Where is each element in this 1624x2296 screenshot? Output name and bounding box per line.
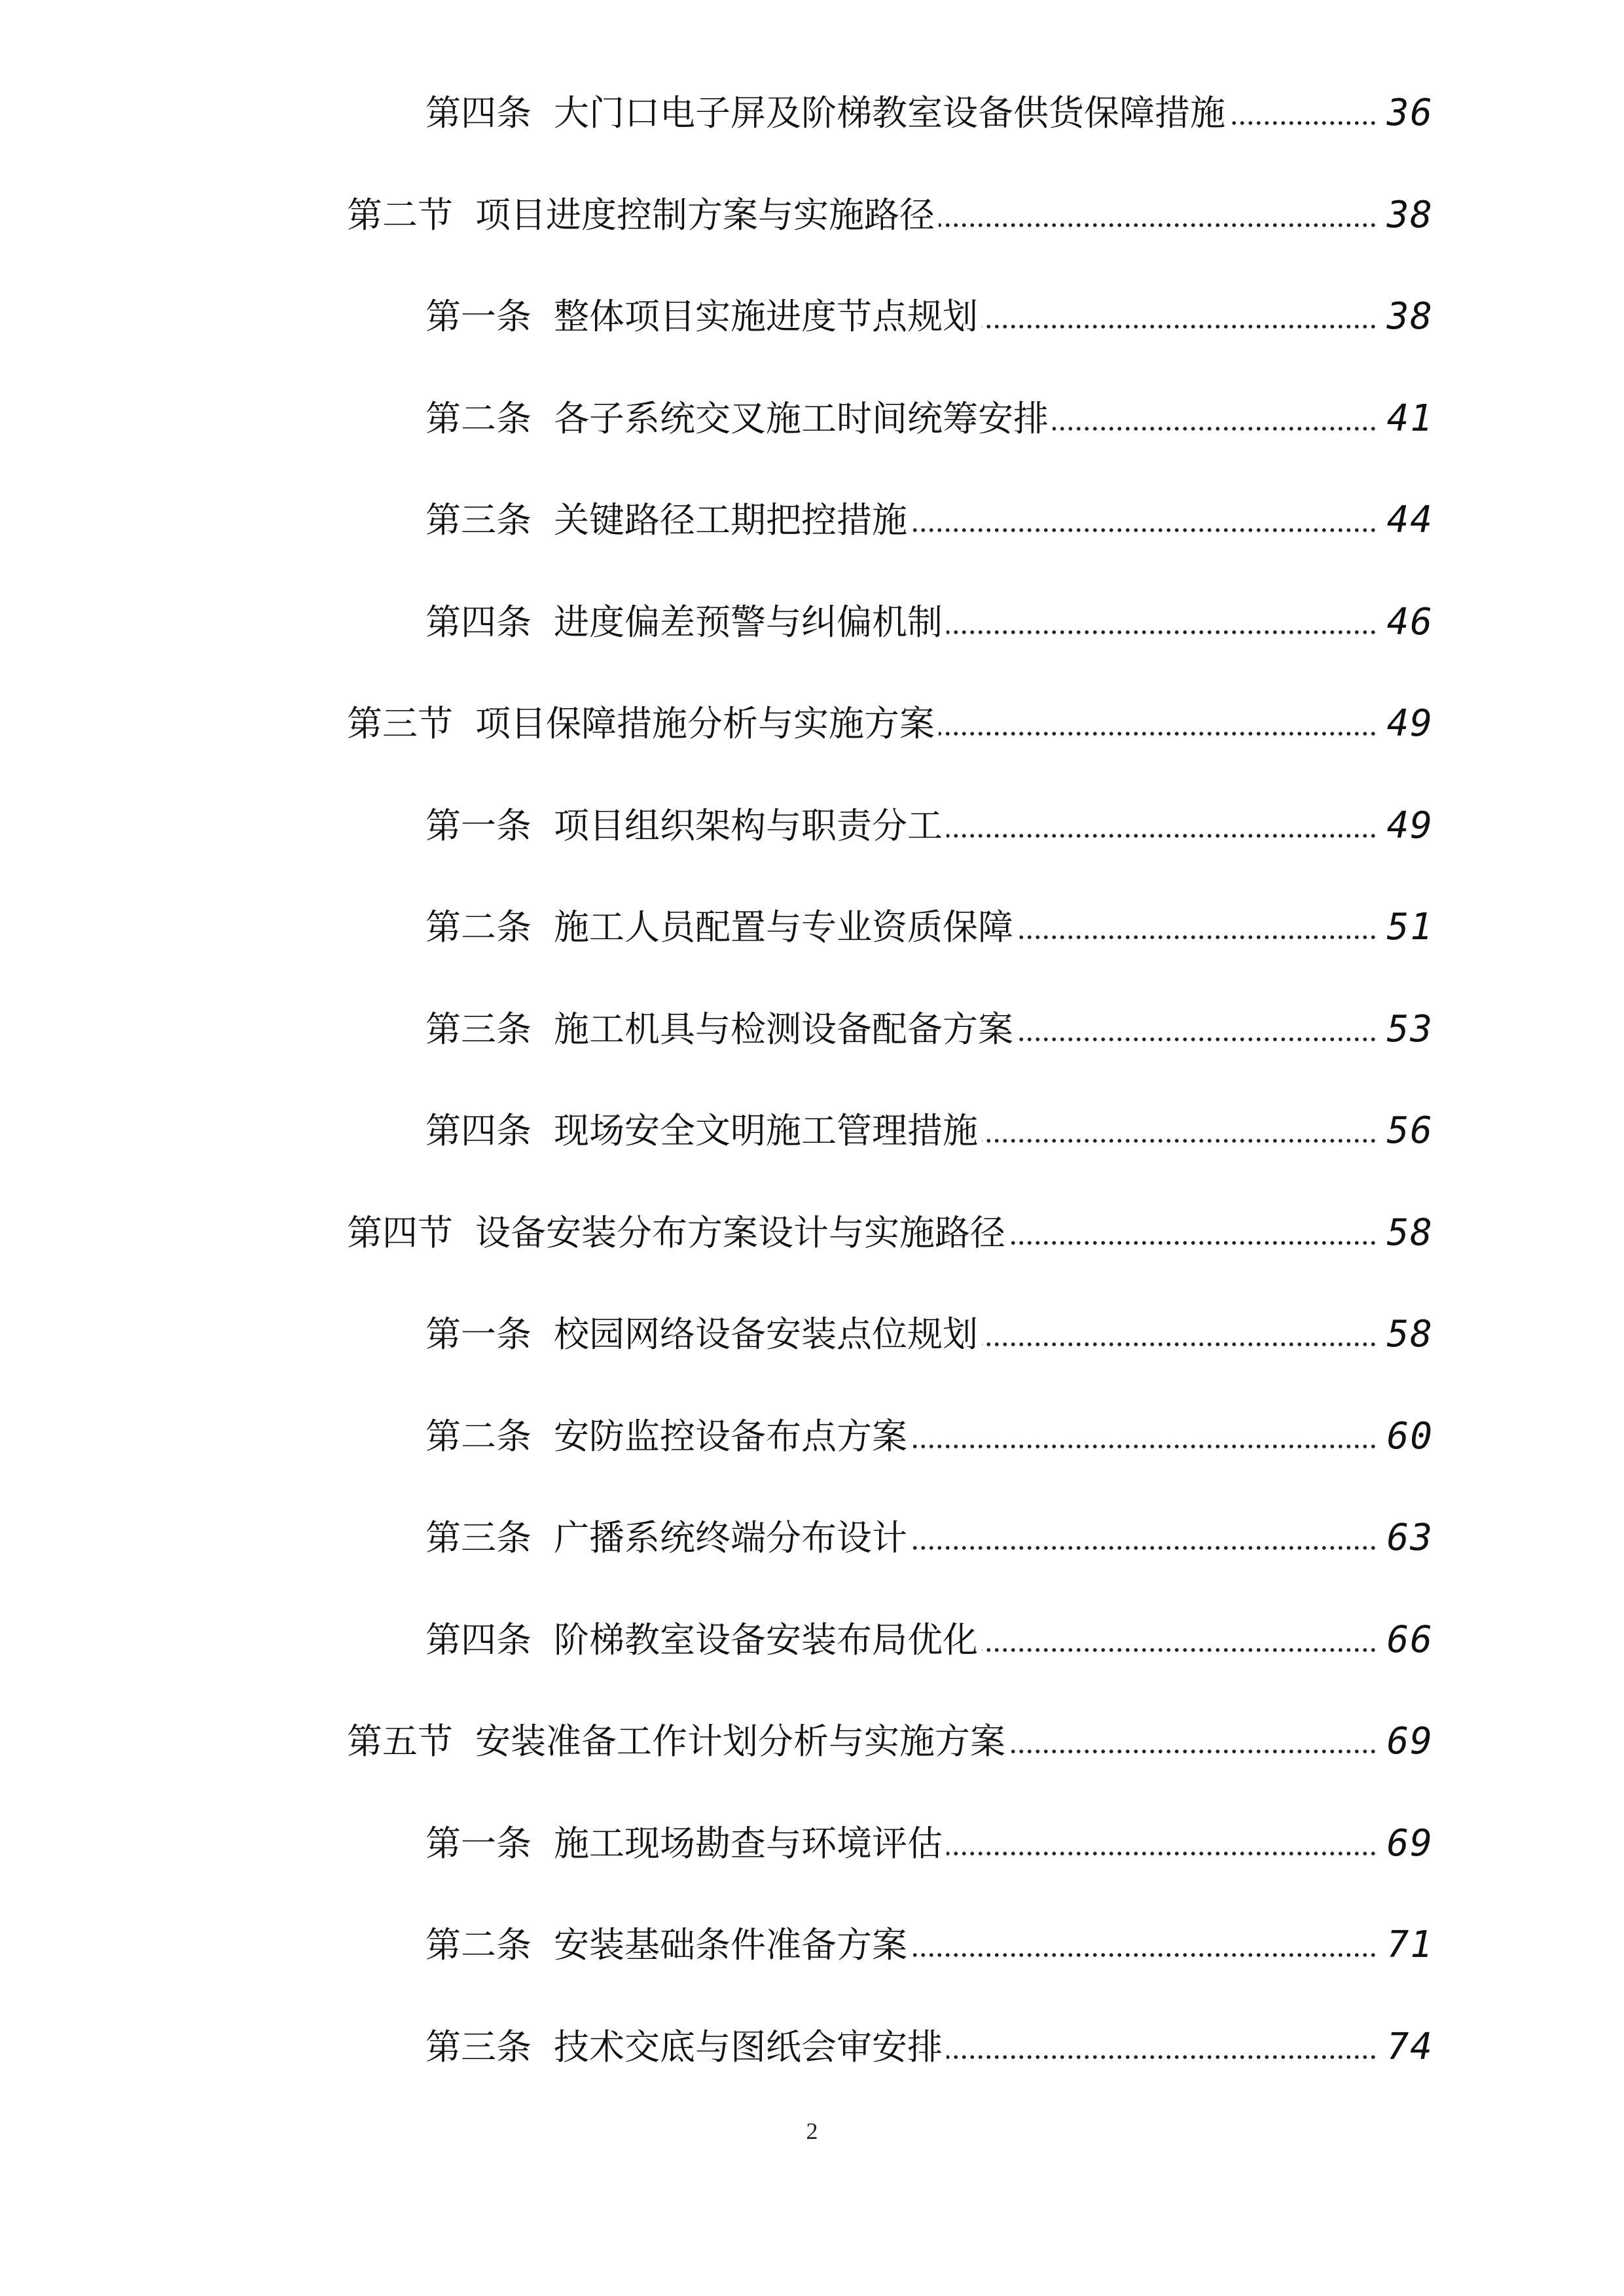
- toc-entry-page: 71: [1386, 1924, 1434, 1966]
- toc-section-entry[interactable]: [347, 1712, 1434, 1771]
- toc-entry-title: 施工现场勘查与环境评估: [554, 1823, 943, 1864]
- toc-entry-number: 第三条: [425, 2026, 532, 2068]
- toc-section-entry[interactable]: [347, 186, 1434, 245]
- toc-entry-title: 关键路径工期把控措施: [554, 499, 907, 541]
- toc-dot-leader: [947, 630, 1377, 635]
- toc-entry-page: 38: [1386, 194, 1434, 236]
- toc-entry-title: 安防监控设备布点方案: [554, 1416, 907, 1457]
- toc-dot-leader: [1009, 1240, 1377, 1246]
- toc-section-entry[interactable]: [347, 694, 1434, 753]
- toc-entry-page: 36: [1386, 92, 1434, 134]
- toc-article-entry[interactable]: [425, 1814, 1434, 1873]
- toc-dot-leader: [911, 1952, 1377, 1958]
- toc-entry-number: 第四条: [425, 1619, 532, 1660]
- toc-entry-number: 第一条: [425, 1823, 532, 1864]
- toc-entry-title: 项目进度控制方案与实施路径: [475, 194, 935, 236]
- page-number: 2: [806, 2118, 818, 2144]
- toc-entry-number: 第三条: [425, 1517, 532, 1558]
- toc-article-entry[interactable]: [425, 1000, 1434, 1059]
- toc-entry-title: 阶梯教室设备安装布局优化: [554, 1619, 978, 1660]
- toc-entry-number: 第三条: [425, 499, 532, 541]
- toc-entry-title: 安装基础条件准备方案: [554, 1924, 907, 1965]
- toc-entry-title: 施工机具与检测设备配备方案: [554, 1009, 1013, 1050]
- toc-section-entry[interactable]: [347, 1204, 1434, 1263]
- toc-entry-title: 设备安装分布方案设计与实施路径: [475, 1212, 1005, 1253]
- toc-entry-number: 第四节: [347, 1212, 453, 1253]
- toc-entry-title: 大门口电子屏及阶梯教室设备供货保障措施: [554, 92, 1225, 134]
- toc-article-entry[interactable]: [425, 84, 1434, 143]
- toc-entry-title: 校园网络设备安装点位规划: [554, 1314, 978, 1355]
- toc-entry-title: 整体项目实施进度节点规划: [554, 296, 978, 337]
- toc-entry-number: 第四条: [425, 1110, 532, 1151]
- toc-entry-number: 第二条: [425, 906, 532, 948]
- toc-dot-leader: [911, 528, 1377, 533]
- toc-entry-title: 安装准备工作计划分析与实施方案: [475, 1721, 1005, 1762]
- toc-entry-title: 各子系统交叉施工时间统筹安排: [554, 398, 1049, 439]
- toc-entry-number: 第四条: [425, 601, 532, 643]
- toc-dot-leader: [982, 1342, 1377, 1347]
- toc-dot-leader: [1009, 1749, 1377, 1754]
- toc-entry-page: 44: [1386, 499, 1434, 541]
- toc-entry-number: 第二节: [347, 194, 453, 236]
- toc-entry-number: 第四条: [425, 92, 532, 134]
- toc-entry-title: 广播系统终端分布设计: [554, 1517, 907, 1558]
- toc-article-entry[interactable]: [425, 1611, 1434, 1670]
- toc-entry-page: 49: [1386, 702, 1434, 745]
- toc-dot-leader: [911, 1545, 1377, 1551]
- toc-entry-title: 施工人员配置与专业资质保障: [554, 906, 1013, 948]
- toc-entry-page: 66: [1386, 1619, 1434, 1661]
- toc-dot-leader: [939, 223, 1377, 228]
- toc-article-entry[interactable]: [425, 1305, 1434, 1364]
- toc-entry-page: 58: [1386, 1211, 1434, 1254]
- toc-dot-leader: [1017, 935, 1377, 940]
- toc-entry-page: 63: [1386, 1516, 1434, 1559]
- toc-entry-page: 69: [1386, 1720, 1434, 1763]
- toc-dot-leader: [1017, 1037, 1377, 1042]
- toc-article-entry[interactable]: [425, 287, 1434, 346]
- toc-entry-title: 进度偏差预警与纠偏机制: [554, 601, 943, 643]
- toc-dot-leader: [982, 1138, 1377, 1143]
- toc-article-entry[interactable]: [425, 2018, 1434, 2077]
- toc-dot-leader: [947, 1851, 1377, 1856]
- toc-entry-page: 49: [1386, 804, 1434, 847]
- toc-entry-page: 58: [1386, 1313, 1434, 1355]
- toc-article-entry[interactable]: [425, 1916, 1434, 1975]
- toc-entry-page: 41: [1386, 397, 1434, 440]
- toc-entry-page: 46: [1386, 601, 1434, 643]
- toc-article-entry[interactable]: [425, 389, 1434, 448]
- toc-dot-leader: [911, 1444, 1377, 1449]
- toc-entry-page: 53: [1386, 1008, 1434, 1050]
- toc-article-entry[interactable]: [425, 1102, 1434, 1160]
- toc-entry-page: 51: [1386, 906, 1434, 948]
- toc-entry-title: 技术交底与图纸会审安排: [554, 2026, 943, 2068]
- toc-entry-title: 项目组织架构与职责分工: [554, 805, 943, 846]
- toc-entry-page: 69: [1386, 1822, 1434, 1865]
- toc-article-entry[interactable]: [425, 1407, 1434, 1466]
- toc-article-entry[interactable]: [425, 593, 1434, 652]
- toc-dot-leader: [939, 731, 1377, 736]
- toc-entry-number: 第二条: [425, 1416, 532, 1457]
- toc-entry-page: 60: [1386, 1415, 1434, 1458]
- toc-entry-page: 56: [1386, 1109, 1434, 1152]
- toc-entry-number: 第五节: [347, 1721, 453, 1762]
- toc-article-entry[interactable]: [425, 1509, 1434, 1568]
- toc-dot-leader: [1229, 120, 1377, 126]
- toc-article-entry[interactable]: [425, 898, 1434, 957]
- toc-entry-number: 第二条: [425, 1924, 532, 1965]
- toc-article-entry[interactable]: [425, 491, 1434, 550]
- toc-entry-title: 项目保障措施分析与实施方案: [475, 703, 935, 744]
- toc-entry-number: 第三条: [425, 1009, 532, 1050]
- toc-dot-leader: [982, 324, 1377, 329]
- toc-entry-title: 现场安全文明施工管理措施: [554, 1110, 978, 1151]
- toc-dot-leader: [1053, 426, 1377, 431]
- toc-entry-number: 第一条: [425, 1314, 532, 1355]
- toc-entry-number: 第二条: [425, 398, 532, 439]
- toc-entry-number: 第一条: [425, 296, 532, 337]
- toc-article-entry[interactable]: [425, 797, 1434, 855]
- toc-entry-page: 38: [1386, 295, 1434, 338]
- toc-entry-page: 74: [1386, 2026, 1434, 2068]
- toc-entry-number: 第三节: [347, 703, 453, 744]
- toc-dot-leader: [982, 1647, 1377, 1653]
- toc-dot-leader: [947, 833, 1377, 838]
- toc-entry-number: 第一条: [425, 805, 532, 846]
- toc-dot-leader: [947, 2054, 1377, 2060]
